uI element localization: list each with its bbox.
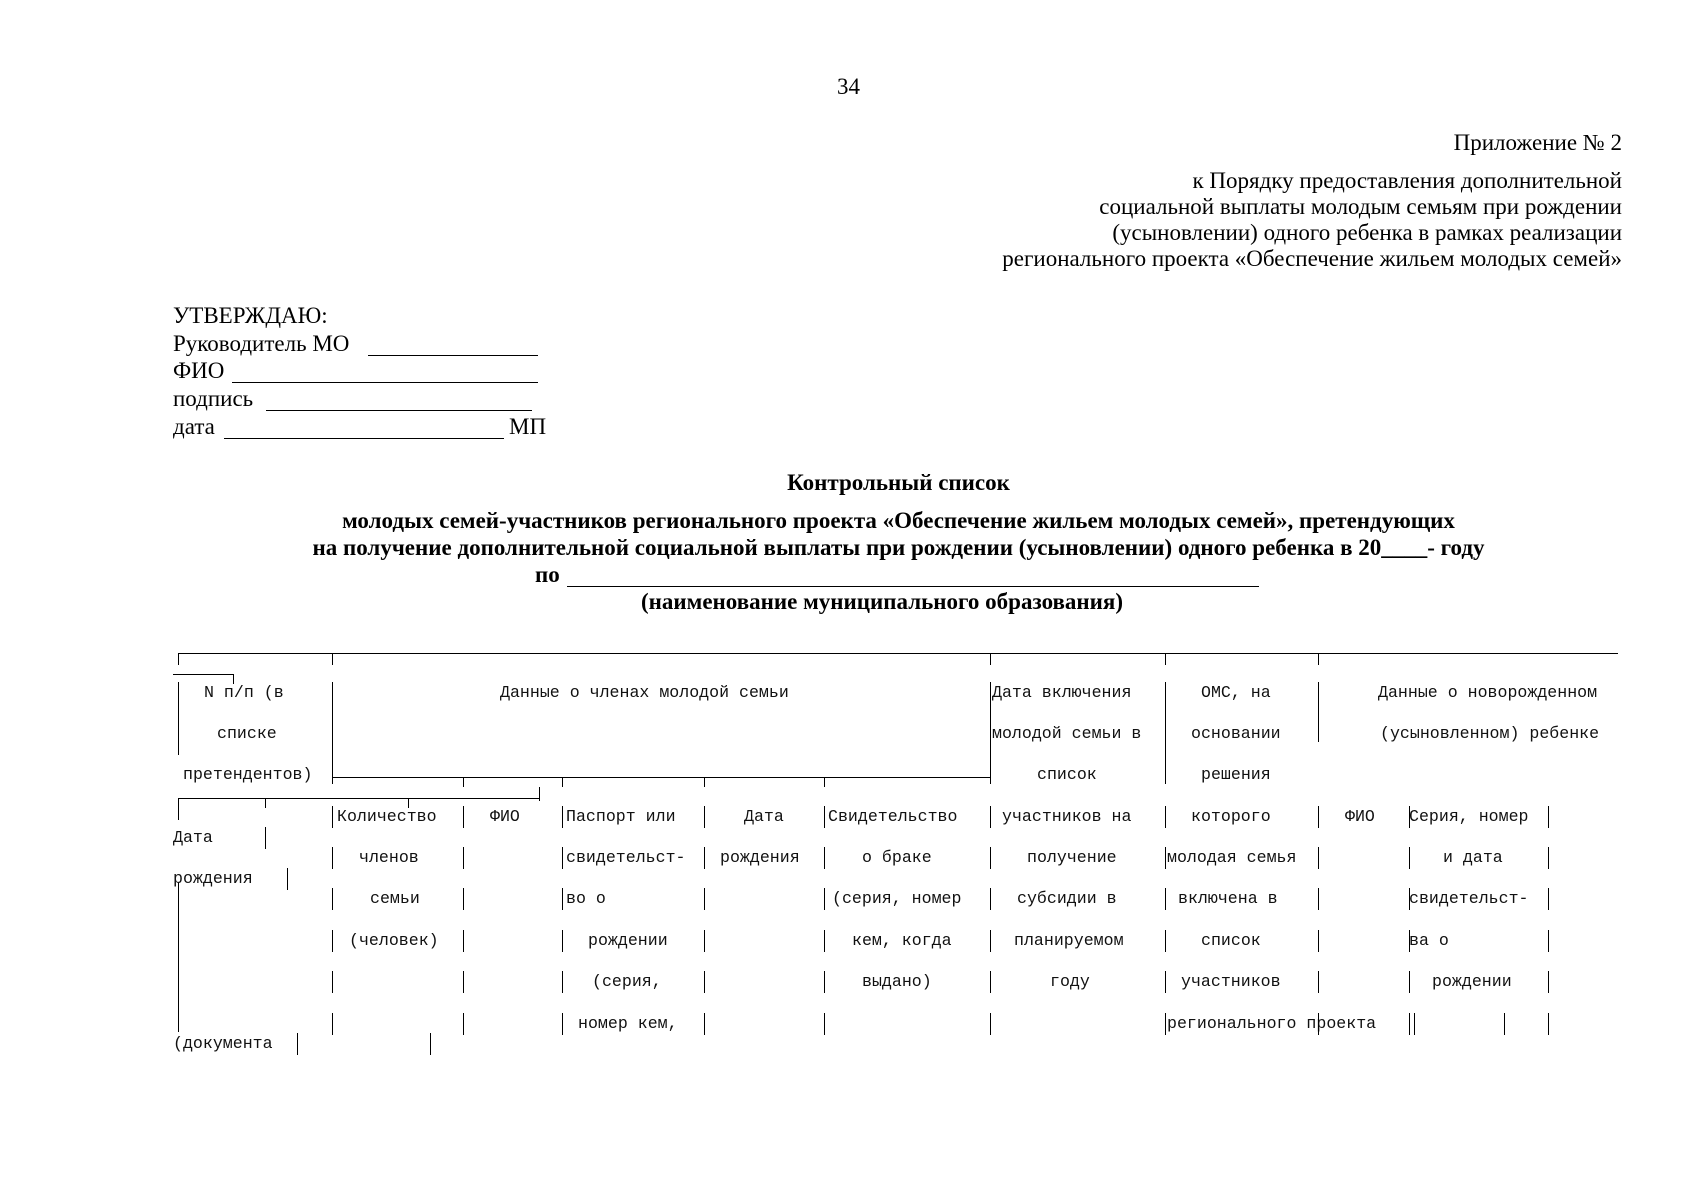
table-pipe [1165, 971, 1166, 993]
table-pipe [1414, 1013, 1415, 1035]
col-oms-header: основании [1191, 724, 1281, 743]
col-marriage-header: о браке [862, 848, 932, 867]
table-tick [539, 787, 540, 801]
col-marriage-header: (серия, номер [832, 889, 962, 908]
table-pipe [824, 971, 825, 993]
table-pipe [1548, 806, 1549, 828]
table-pipe [463, 847, 464, 869]
table-pipe [463, 971, 464, 993]
col-inclusion-header: участников на [1002, 807, 1132, 826]
col-oms-header: которого [1191, 807, 1271, 826]
table-pipe [1548, 971, 1549, 993]
document-subtitle-line: на получение дополнительной социальной выплаты при рождении (усыновлении) одного ребенка в 20____- году [312, 535, 1485, 560]
col-birthdate-header: рождения [173, 869, 253, 888]
table-pipe [297, 1033, 298, 1055]
table-pipe [1318, 1013, 1319, 1035]
table-pipe [463, 1013, 464, 1035]
table-col-divider [1165, 682, 1166, 784]
col-count-header: (человек) [349, 931, 439, 950]
col-inclusion-header: году [1050, 972, 1090, 991]
appendix-line: социальной выплаты молодым семьям при рождении [1099, 194, 1622, 219]
table-tick [463, 777, 464, 787]
col-oms-header: участников [1181, 972, 1281, 991]
table-pipe [1409, 971, 1410, 993]
col-oms-header: список [1201, 931, 1261, 950]
appendix-line: к Порядку предоставления дополнительной [1192, 168, 1622, 193]
col-passport-header: рождении [588, 931, 668, 950]
head-signature-line[interactable] [368, 355, 538, 356]
page-number: 34 [837, 74, 860, 99]
date-line[interactable] [224, 438, 504, 439]
table-pipe [332, 1013, 333, 1035]
table-border-left [178, 682, 179, 755]
table-rule [332, 777, 990, 778]
table-pipe [1318, 806, 1319, 828]
col-oms-header-tail: регионального проекта [1167, 1014, 1377, 1033]
col-child-cert-header: Серия, номер [1409, 807, 1529, 826]
col-oms-header: решения [1201, 765, 1271, 784]
col-doc-tail: (документа [173, 1034, 273, 1053]
table-pipe [824, 930, 825, 952]
table-pipe [990, 888, 991, 910]
table-pipe [990, 847, 991, 869]
appendix-title: Приложение № 2 [1453, 130, 1622, 155]
table-pipe [463, 930, 464, 952]
col-child-fio-header: ФИО [1345, 807, 1375, 826]
table-pipe [704, 971, 705, 993]
document-title: Контрольный список [787, 470, 1010, 495]
table-pipe [562, 888, 563, 910]
table-pipe [824, 847, 825, 869]
table-pipe [1409, 806, 1410, 828]
col-count-header: семьи [370, 889, 420, 908]
signature-line[interactable] [266, 410, 532, 411]
col-birthdate-header: Дата [173, 828, 213, 847]
table-pipe [1318, 847, 1319, 869]
table-pipe [562, 847, 563, 869]
table-col-divider [990, 682, 991, 784]
col-inclusion-header: получение [1027, 848, 1117, 867]
col-child-cert-header: ва о [1409, 931, 1449, 950]
table-rule [178, 798, 539, 799]
col-oms-header: ОМС, на [1201, 683, 1271, 702]
table-pipe [562, 806, 563, 828]
table-pipe [562, 971, 563, 993]
table-pipe [463, 888, 464, 910]
table-pipe [824, 806, 825, 828]
col-inclusion-header: молодой семьи в [992, 724, 1142, 743]
col-oms-header: включена в [1178, 889, 1278, 908]
col-count-header: Количество [337, 807, 437, 826]
municipality-prefix: по [535, 562, 560, 587]
col-passport-header: свидетельст- [566, 848, 686, 867]
table-tick [1165, 653, 1166, 665]
table-pipe [1409, 930, 1410, 952]
family-group-header: Данные о членах молодой семьи [500, 683, 789, 702]
table-tick [704, 777, 705, 787]
table-col-divider [1318, 682, 1319, 742]
table-pipe [1165, 1013, 1166, 1035]
table-pipe [1409, 1013, 1410, 1035]
col-inclusion-header: субсидии в [1017, 889, 1117, 908]
col-dob-header: рождения [720, 848, 800, 867]
table-pipe [287, 868, 288, 890]
col-inclusion-header: список [1037, 765, 1097, 784]
table-pipe [990, 930, 991, 952]
table-tick [178, 653, 179, 665]
col-oms-header: молодая семья [1167, 848, 1297, 867]
table-pipe [704, 888, 705, 910]
table-pipe [1318, 888, 1319, 910]
table-pipe [704, 930, 705, 952]
table-pipe [430, 1033, 431, 1055]
col-num-header: списке [217, 724, 277, 743]
table-border-left [178, 882, 179, 1032]
table-pipe [1548, 930, 1549, 952]
table-rule [173, 674, 233, 675]
table-pipe [332, 971, 333, 993]
table-tick [824, 777, 825, 787]
col-num-header: претендентов) [183, 765, 313, 784]
table-pipe [1318, 930, 1319, 952]
table-pipe [1165, 806, 1166, 828]
table-tick [265, 798, 266, 808]
child-group-header: Данные о новорожденном [1378, 683, 1598, 702]
table-pipe [824, 1013, 825, 1035]
col-dob-header: Дата [744, 807, 784, 826]
table-pipe [1504, 1013, 1505, 1035]
col-child-cert-header: рождении [1432, 972, 1512, 991]
table-pipe [1165, 888, 1166, 910]
table-tick [990, 653, 991, 665]
approval-heading: УТВЕРЖДАЮ: [173, 303, 328, 328]
table-pipe [824, 888, 825, 910]
table-pipe [704, 806, 705, 828]
table-tick [332, 653, 333, 665]
col-count-header: членов [359, 848, 419, 867]
table-border-left [178, 798, 179, 820]
col-num-header: N п/п (в [204, 683, 284, 702]
col-passport-header: (серия, [592, 972, 662, 991]
table-pipe [1409, 847, 1410, 869]
appendix-line: (усыновлении) одного ребенка в рамках реализации [1112, 220, 1622, 245]
municipality-caption: (наименование муниципального образования) [641, 589, 1124, 614]
table-pipe [332, 847, 333, 869]
table-tick [1318, 653, 1319, 665]
col-child-cert-header: и дата [1443, 848, 1503, 867]
table-pipe [562, 930, 563, 952]
table-pipe [332, 888, 333, 910]
fio-line[interactable] [232, 382, 538, 383]
appendix-line: регионального проекта «Обеспечение жильем молодых семей» [1002, 246, 1622, 271]
table-pipe [990, 806, 991, 828]
table-pipe [562, 1013, 563, 1035]
col-passport-header: во о [566, 889, 606, 908]
col-fio-header: ФИО [490, 807, 520, 826]
table-pipe [1165, 847, 1166, 869]
col-child-cert-header: свидетельст- [1409, 889, 1529, 908]
table-pipe [332, 930, 333, 952]
fio-label: ФИО [173, 358, 225, 383]
table-pipe [463, 806, 464, 828]
col-marriage-header: выдано) [862, 972, 932, 991]
col-passport-header: Паспорт или [566, 807, 676, 826]
table-pipe [1318, 971, 1319, 993]
stamp-label: МП [509, 414, 547, 439]
date-label: дата [173, 414, 215, 439]
table-pipe [1165, 930, 1166, 952]
child-group-header: (усыновленном) ребенке [1380, 724, 1600, 743]
col-marriage-header: Свидетельство [828, 807, 958, 826]
col-marriage-header: кем, когда [852, 931, 952, 950]
table-tick [562, 777, 563, 787]
table-pipe [1548, 847, 1549, 869]
document-subtitle-line: молодых семей-участников регионального проекта «Обеспечение жильем молодых семей», претендующих [342, 508, 1455, 533]
table-pipe [990, 971, 991, 993]
head-label: Руководитель МО [173, 331, 350, 356]
table-pipe [265, 827, 266, 849]
col-passport-header: номер кем, [578, 1014, 678, 1033]
table-pipe [1548, 1013, 1549, 1035]
table-pipe [704, 847, 705, 869]
table-pipe [332, 806, 333, 828]
col-inclusion-header: Дата включения [992, 683, 1132, 702]
table-col-divider [332, 682, 333, 784]
col-inclusion-header: планируемом [1014, 931, 1124, 950]
table-pipe [1409, 888, 1410, 910]
table-top-border [178, 653, 1618, 654]
signature-label: подпись [173, 386, 254, 411]
table-pipe [704, 1013, 705, 1035]
table-pipe [1548, 888, 1549, 910]
table-pipe [990, 1013, 991, 1035]
municipality-line[interactable] [567, 586, 1259, 587]
